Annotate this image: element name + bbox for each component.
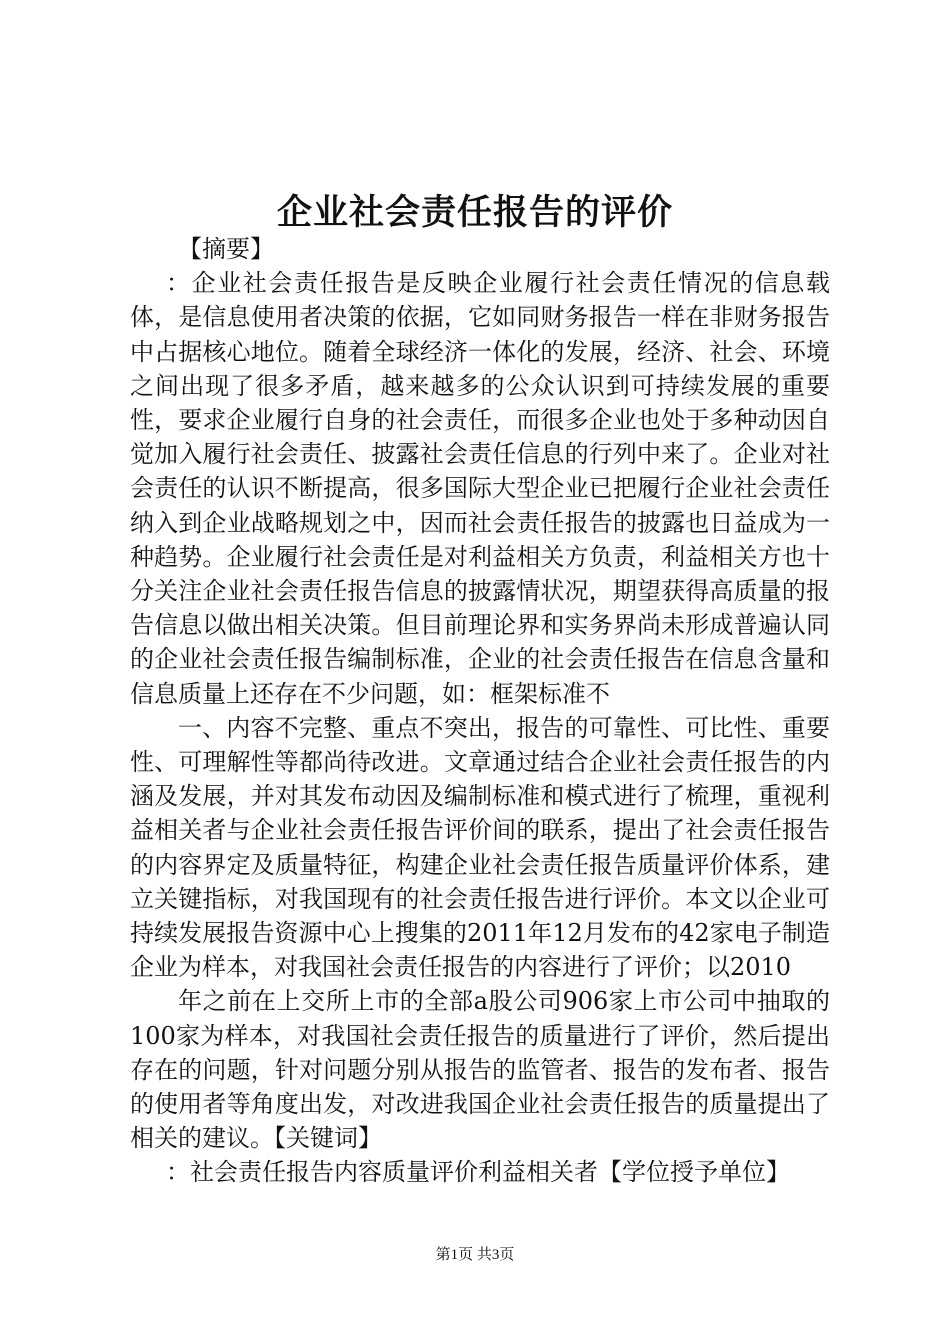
abstract-paragraph-3: 年之前在上交所上市的全部a股公司906家上市公司中抽取的100家为样本，对我国社会责任报告的质量进行了评价，然后提出存在的问题，针对问题分别从报告的监管者、报告的发布者、报告的使用者等角度出发，对改进我国企业社会责任报告的质量提出了相关的建议。【关键词】 bbox=[130, 987, 830, 1153]
abstract-paragraph-1: ：企业社会责任报告是反映企业履行社会责任情况的信息载体，是信息使用者决策的依据，它如同财务报告一样在非财务报告中占据核心地位。随着全球经济一体化的发展，经济、社会、环境之间出现了很多矛盾，越来越多的公众认识到可持续发展的重要性，要求企业履行自身的社会责任，而很多企业也处于多种动因自觉加入履行社会责任、披露社会责任信息的行列中来了。企业对社会责任的认识不断提高，很多国际大型企业已把履行企业社会责任纳入到企业战略规划之中，因而社会责任报告的披露也日益成为一种趋势。企业履行社会责任是对利益相关方负责，利益相关方也十分关注企业社会责任报告信息的披露情状况，期望获得高质量的报告信息以做出相关决策。但目前理论界和实务界尚未形成普遍认同的企业社会责任报告编制标准，企业的社会责任报告在信息含量和信息质量上还存在不少问题，如：框架标准不 bbox=[130, 269, 830, 708]
document-title: 企业社会责任报告的评价 bbox=[276, 192, 673, 233]
abstract-paragraph-2: 一、内容不完整、重点不突出，报告的可靠性、可比性、重要性、可理解性等都尚待改进。文章通过结合企业社会责任报告的内涵及发展，并对其发布动因及编制标准和模式进行了梳理，重视利益相关者与企业社会责任报告评价间的联系，提出了社会责任报告的内容界定及质量特征，构建企业社会责任报告质量评价体系，建立关键指标，对我国现有的社会责任报告进行评价。本文以企业可持续发展报告资源中心上搜集的2011年12月发布的42家电子制造企业为样本，对我国社会责任报告的内容进行了评价；以2010 bbox=[130, 713, 830, 982]
page-number-footer: 第1页 共3页 bbox=[435, 1247, 515, 1263]
keywords-paragraph: ：社会责任报告内容质量评价利益相关者【学位授予单位】 bbox=[166, 1158, 790, 1187]
document-body bbox=[130, 232, 830, 1190]
abstract-heading: 【摘要】 bbox=[178, 235, 274, 263]
